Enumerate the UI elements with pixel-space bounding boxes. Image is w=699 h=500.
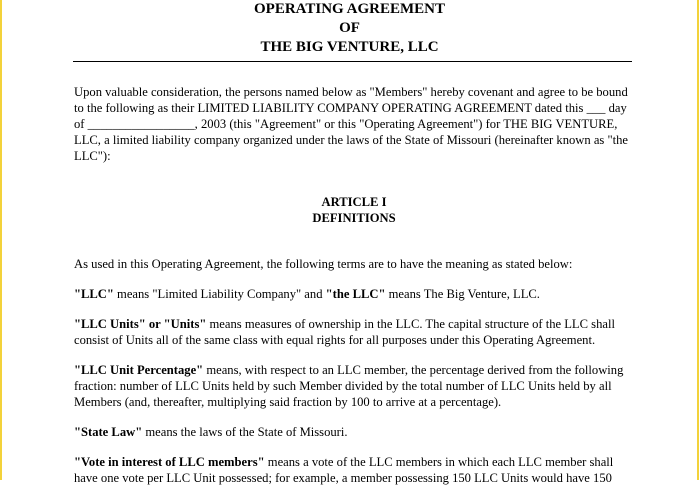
definition-text: means a vote of the LLC members in which each LLC member shall bbox=[264, 455, 614, 469]
definition-text: have one vote per LLC Unit possessed; for example, a member possessing 150 LLC Units would have 150 bbox=[74, 471, 612, 485]
definition-text: means The Big Venture, LLC. bbox=[385, 287, 540, 301]
definition-text: means the laws of the State of Missouri. bbox=[142, 425, 348, 439]
document-title bbox=[0, 0, 699, 57]
title-line-3: THE BIG VENTURE, LLC bbox=[260, 39, 439, 55]
article-heading bbox=[74, 194, 634, 226]
intro-line-3: of _________________, 2003 (this "Agreement" or this "Operating Agreement") for THE BIG VENTURE, bbox=[74, 117, 618, 131]
definition-text: Members (and, thereafter, multiplying said fraction by 100 to arrive at a percentage). bbox=[74, 395, 502, 409]
definition-text: means, with respect to an LLC member, the percentage derived from the following bbox=[203, 363, 624, 377]
intro-line-2: to the following as their LIMITED LIABILITY COMPANY OPERATING AGREEMENT dated this ___ day bbox=[74, 101, 627, 115]
definition-vote bbox=[74, 454, 634, 486]
header-divider bbox=[73, 61, 632, 62]
term-state-law: "State Law" bbox=[74, 425, 143, 439]
intro-line-4: LLC, a limited liability company organized under the laws of the State of Missouri (hereinafter known as "the bbox=[74, 133, 628, 147]
intro-paragraph bbox=[74, 84, 634, 164]
term-llc: "LLC" bbox=[74, 287, 114, 301]
definition-unit-percentage bbox=[74, 362, 634, 410]
definition-text: consist of Units all of the same class with equal rights for all purposes under this Operating Agreement. bbox=[74, 333, 596, 347]
definition-llc bbox=[74, 286, 634, 302]
title-line-2: OF bbox=[339, 20, 360, 36]
term-the-llc: "the LLC" bbox=[325, 287, 386, 301]
title-line-1: OPERATING AGREEMENT bbox=[254, 1, 445, 17]
term-llc-unit-percentage: "LLC Unit Percentage" bbox=[74, 363, 204, 377]
document-body bbox=[74, 84, 634, 500]
definition-text: means measures of ownership in the LLC. The capital structure of the LLC shall bbox=[206, 317, 615, 331]
definition-text: fraction: number of LLC Units held by such Member divided by the total number of LLC Units held by all bbox=[74, 379, 612, 393]
definitions-lead: As used in this Operating Agreement, the following terms are to have the meaning as stated below: bbox=[74, 257, 573, 271]
definition-state-law bbox=[74, 424, 634, 440]
article-number: ARTICLE I bbox=[321, 195, 387, 209]
term-llc-units: "LLC Units" or "Units" bbox=[74, 317, 207, 331]
intro-line-1: Upon valuable consideration, the persons named below as "Members" hereby covenant and agree to be bound bbox=[74, 85, 628, 99]
definition-llc-units bbox=[74, 316, 634, 348]
intro-line-5: LLC"): bbox=[74, 149, 111, 163]
term-vote-in-interest: "Vote in interest of LLC members" bbox=[74, 455, 265, 469]
article-title: DEFINITIONS bbox=[312, 211, 396, 225]
definition-text: means "Limited Liability Company" and bbox=[113, 287, 326, 301]
